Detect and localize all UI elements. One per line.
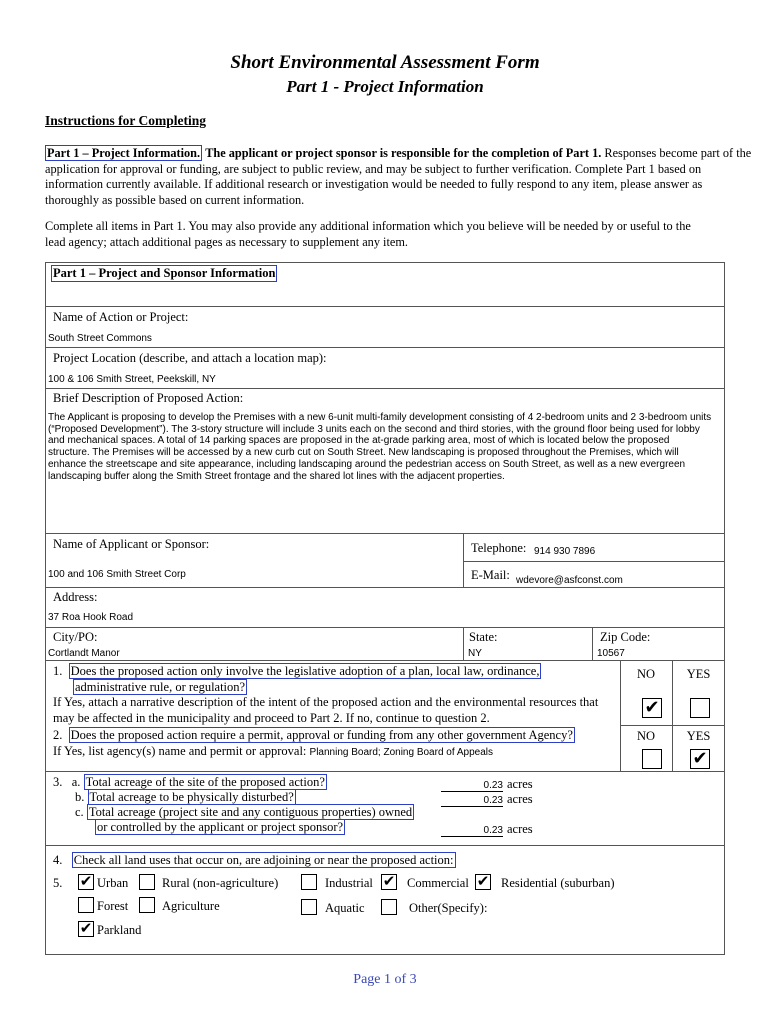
industrial-label: Industrial <box>325 876 373 890</box>
intro-paragraph: Part 1 – Project Information. The applicant or project sponsor is responsible for the completion of Part 1. Responses become part of the application for approval or funding, are subject to public review, and may be subject to further verification. Complete Part 1 based on information currently available. If additional research or investigation would be needed to fully respond to any item, please answer as thoroughly as possible based on current information. <box>45 146 752 207</box>
question-1: 1. Does the proposed action only involve the legislative adoption of a plan, local law, ordinance, administrative rule, or regulation? If Yes, attach a narrative description of the intent of the proposed action and the environmental resources that may be affected in the municipality and proceed to Part 2. If no, continue to question 2. <box>53 664 599 725</box>
check-mark-icon: ✔ <box>79 872 93 890</box>
state-field[interactable]: NY <box>468 648 482 659</box>
residential-label: Residential (suburban) <box>501 876 615 890</box>
acreage-b-field[interactable]: 0.23 <box>441 795 503 807</box>
parkland-checkbox[interactable] <box>78 921 94 937</box>
q2-no-checkbox[interactable] <box>642 749 662 769</box>
applicant-field[interactable]: 100 and 106 Smith Street Corp <box>48 569 186 580</box>
city-field[interactable]: Cortlandt Manor <box>48 648 120 659</box>
aquatic-checkbox[interactable] <box>301 899 317 915</box>
acreage-a-field[interactable]: 0.23 <box>441 780 503 792</box>
question-1-link[interactable]: Does the proposed action only involve the legislative adoption of a plan, local law, ordinance, <box>70 664 540 678</box>
acreage-b: 0.23 acres <box>441 790 533 808</box>
commercial-checkbox[interactable] <box>381 874 397 890</box>
other-checkbox[interactable] <box>381 899 397 915</box>
check-mark-icon: ✔ <box>476 872 490 890</box>
name-of-action-field[interactable]: South Street Commons <box>48 333 152 344</box>
form-subtitle: Part 1 - Project Information <box>286 77 484 96</box>
address-field[interactable]: 37 Roa Hook Road <box>48 612 134 623</box>
q1-no-label: NO <box>636 667 656 681</box>
telephone-label: Telephone: <box>471 541 527 555</box>
question-4: 4. Check all land uses that occur on, are adjoining or near the proposed action: <box>53 853 454 867</box>
email-field[interactable]: wdevore@asfconst.com <box>516 575 623 586</box>
instructions-heading: Instructions for Completing <box>45 113 207 128</box>
description-field[interactable]: The Applicant is proposing to develop the Premises with a new 6-unit multi-family development consisting of 4 2-bedroom units and 2 3-bedroom units (“Proposed Development”). The 3-story structure will include 3 units each on the second and third stories, with the ground floor being used for lobby and mechanical spaces. A total of 14 parking spaces are proposed in the at-grade parking area, most of which is located below the proposed structure. The Premises will be accessed by a new curb cut on South Street. New landscaping is proposed throughout the Premises, which will enhance the streetscape and site appearance, including landscaping around the pedestrian access on South Street, as well as a new evergreen landscaping buffer along the Smith Street frontage and the shared lot lines with the adjacent properties. <box>48 412 712 482</box>
other-label: Other(Specify): <box>409 901 488 915</box>
question-5-num: 5. <box>53 876 63 890</box>
description-label: Brief Description of Proposed Action: <box>53 391 244 405</box>
agency-field[interactable]: Planning Board; Zoning Board of Appeals <box>309 746 493 758</box>
part1-link[interactable]: Part 1 – Project Information. <box>47 146 201 160</box>
project-location-field[interactable]: 100 & 106 Smith Street, Peekskill, NY <box>48 374 216 385</box>
forest-checkbox[interactable] <box>78 897 94 913</box>
residential-checkbox[interactable] <box>475 874 491 890</box>
q1-no-checkbox[interactable] <box>642 698 662 718</box>
q2-yes-label: YES <box>686 729 711 743</box>
check-mark-icon: ✔ <box>644 697 660 718</box>
zip-label: Zip Code: <box>600 630 651 644</box>
intro-bold: The applicant or project sponsor is responsible for the completion of Part 1. <box>205 146 602 160</box>
question-4-link[interactable]: Check all land uses that occur on, are adjoining or near the proposed action: <box>73 853 454 867</box>
state-label: State: <box>469 630 498 644</box>
intro-paragraph-2: Complete all items in Part 1. You may also provide any additional information which you believe will be needed by or useful to the lead agency; attach additional pages as necessary to supplement any item. <box>45 219 691 249</box>
q1-yes-label: YES <box>686 667 711 681</box>
aquatic-label: Aquatic <box>325 901 365 915</box>
q2-yes-checkbox[interactable] <box>690 749 710 769</box>
page-footer: Page 1 of 3 <box>353 972 417 987</box>
zip-field[interactable]: 10567 <box>597 648 625 659</box>
check-mark-icon: ✔ <box>79 919 93 937</box>
agriculture-checkbox[interactable] <box>139 897 155 913</box>
parkland-label: Parkland <box>97 923 142 937</box>
check-mark-icon: ✔ <box>692 748 708 769</box>
applicant-label: Name of Applicant or Sponsor: <box>53 537 210 551</box>
question-2-link[interactable]: Does the proposed action require a permit, approval or funding from any other government Agency? <box>70 728 573 742</box>
forest-label: Forest <box>97 899 129 913</box>
question-2: 2. Does the proposed action require a permit, approval or funding from any other government Agency? If Yes, list agency(s) name and permit or approval: Planning Board; Zoning Board of Appeals <box>53 728 573 758</box>
question-3: 3. a. Total acreage of the site of the proposed action? b. Total acreage to be physically disturbed? c. Total acreage (project site and any contiguous properties) owned or controlled by the applicant or project sponsor? <box>53 775 413 834</box>
email-label: E-Mail: <box>471 568 510 582</box>
agriculture-label: Agriculture <box>162 899 220 913</box>
section-header: Part 1 – Project and Sponsor Information <box>53 266 276 280</box>
q2-no-label: NO <box>636 729 656 743</box>
address-label: Address: <box>53 590 98 604</box>
telephone-field[interactable]: 914 930 7896 <box>534 546 596 557</box>
city-label: City/PO: <box>53 630 98 644</box>
name-of-action-label: Name of Action or Project: <box>53 310 189 324</box>
rural-label: Rural (non-agriculture) <box>162 876 279 890</box>
rural-checkbox[interactable] <box>139 874 155 890</box>
urban-label: Urban <box>97 876 129 890</box>
form-title: Short Environmental Assessment Form <box>230 52 540 73</box>
project-location-label: Project Location (describe, and attach a location map): <box>53 351 327 365</box>
q1-yes-checkbox[interactable] <box>690 698 710 718</box>
acreage-a: 0.23 acres <box>441 775 533 793</box>
commercial-label: Commercial <box>407 876 469 890</box>
industrial-checkbox[interactable] <box>301 874 317 890</box>
urban-checkbox[interactable] <box>78 874 94 890</box>
acreage-c-field[interactable]: 0.23 <box>441 825 503 837</box>
acreage-c: 0.23 acres <box>441 820 533 838</box>
check-mark-icon: ✔ <box>382 872 396 890</box>
